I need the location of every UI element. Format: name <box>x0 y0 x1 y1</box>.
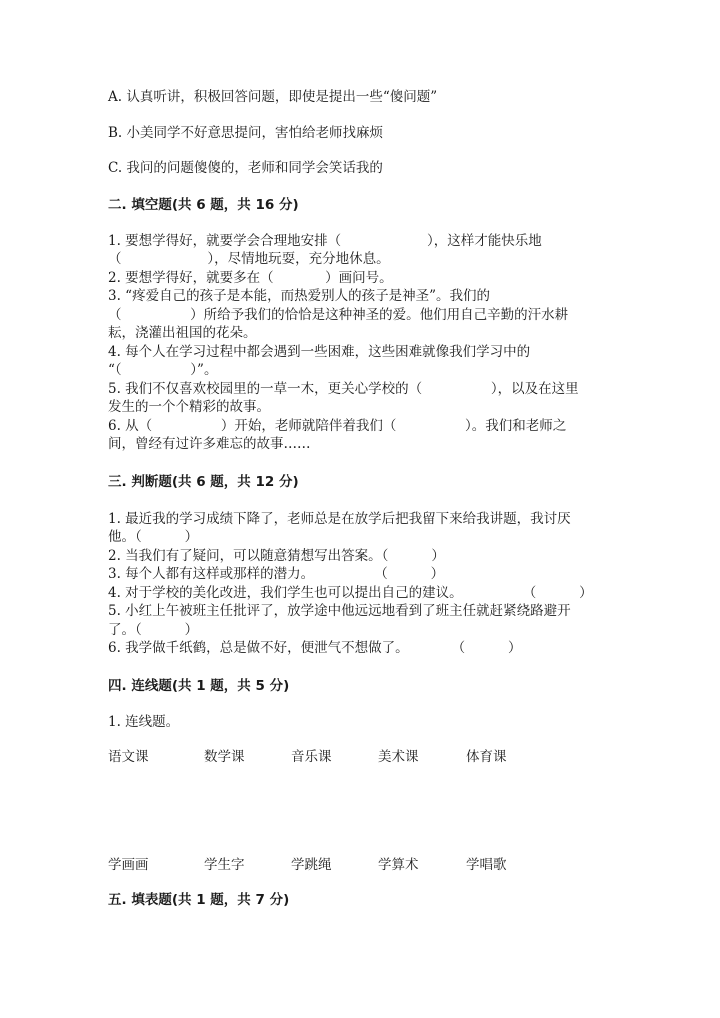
option-b: B. 小美同学不好意思提问，害怕给老师找麻烦 <box>108 125 384 141</box>
table-heading: 五. 填表题(共 1 题，共 7 分) <box>108 892 290 908</box>
match-bottom-item: 学跳绳 <box>291 857 332 873</box>
true-false-heading: 三. 判断题(共 6 题，共 12 分) <box>108 474 299 490</box>
true-false-line: 2. 当我们有了疑问，可以随意猜想写出答案。（ ） <box>108 548 445 564</box>
fill-blank-line: 1. 要想学得好，就要学会合理地安排（ ），这样才能快乐地 <box>108 233 542 249</box>
fill-blank-line: 耘，浇灌出祖国的花朵。 <box>108 325 257 341</box>
true-false-line: 1. 最近我的学习成绩下降了，老师总是在放学后把我留下来给我讲题，我讨厌 <box>108 511 571 527</box>
true-false-line: 4. 对于学校的美化改进，我们学生也可以提出自己的建议。 （ ） <box>108 585 593 601</box>
option-c: C. 我问的问题傻傻的，老师和同学会笑话我的 <box>108 160 383 176</box>
fill-blank-line: 发生的一个个精彩的故事。 <box>108 399 270 415</box>
match-bottom-item: 学唱歌 <box>466 857 507 873</box>
fill-blank-line: 4. 每个人在学习过程中都会遇到一些困难，这些困难就像我们学习中的 <box>108 344 531 360</box>
fill-blank-line: （ ），尽情地玩耍，充分地休息。 <box>108 251 390 267</box>
fill-blank-line: 2. 要想学得好，就要多在（ ）画问号。 <box>108 270 393 286</box>
match-top-item: 音乐课 <box>291 749 332 765</box>
fill-blank-line: 间，曾经有过许多难忘的故事…… <box>108 436 311 452</box>
true-false-line: 了。（ ） <box>108 622 199 638</box>
fill-blank-line: 6. 从（ ）开始，老师就陪伴着我们（ ）。我们和老师之 <box>108 418 567 434</box>
match-bottom-item: 学算术 <box>378 857 419 873</box>
matching-question: 1. 连线题。 <box>108 714 180 730</box>
match-bottom-item: 学画画 <box>108 857 149 873</box>
fill-blank-line: 5. 我们不仅喜欢校园里的一草一木，更关心学校的（ ），以及在这里 <box>108 381 579 397</box>
true-false-line: 3. 每个人都有这样或那样的潜力。 （ ） <box>108 566 445 582</box>
option-a: A. 认真听讲，积极回答问题，即使是提出一些“傻问题” <box>108 89 438 105</box>
match-top-item: 数学课 <box>204 749 245 765</box>
match-bottom-item: 学生字 <box>204 857 245 873</box>
fill-blank-line: “（ ）”。 <box>108 362 218 378</box>
match-top-item: 体育课 <box>466 749 507 765</box>
true-false-line: 6. 我学做千纸鹤，总是做不好，便泄气不想做了。 （ ） <box>108 640 522 656</box>
match-top-item: 语文课 <box>108 749 149 765</box>
fill-blank-line: 3. “疼爱自己的孩子是本能，而热爱别人的孩子是神圣”。我们的 <box>108 288 490 304</box>
fill-blank-line: （ ）所给予我们的恰恰是这种神圣的爱。他们用自己辛勤的汗水耕 <box>108 307 569 323</box>
match-top-item: 美术课 <box>378 749 419 765</box>
matching-heading: 四. 连线题(共 1 题，共 5 分) <box>108 678 290 694</box>
true-false-line: 5. 小红上午被班主任批评了，放学途中他远远地看到了班主任就赶紧绕路避开 <box>108 603 571 619</box>
fill-blank-heading: 二. 填空题(共 6 题，共 16 分) <box>108 197 299 213</box>
true-false-line: 他。（ ） <box>108 529 199 545</box>
